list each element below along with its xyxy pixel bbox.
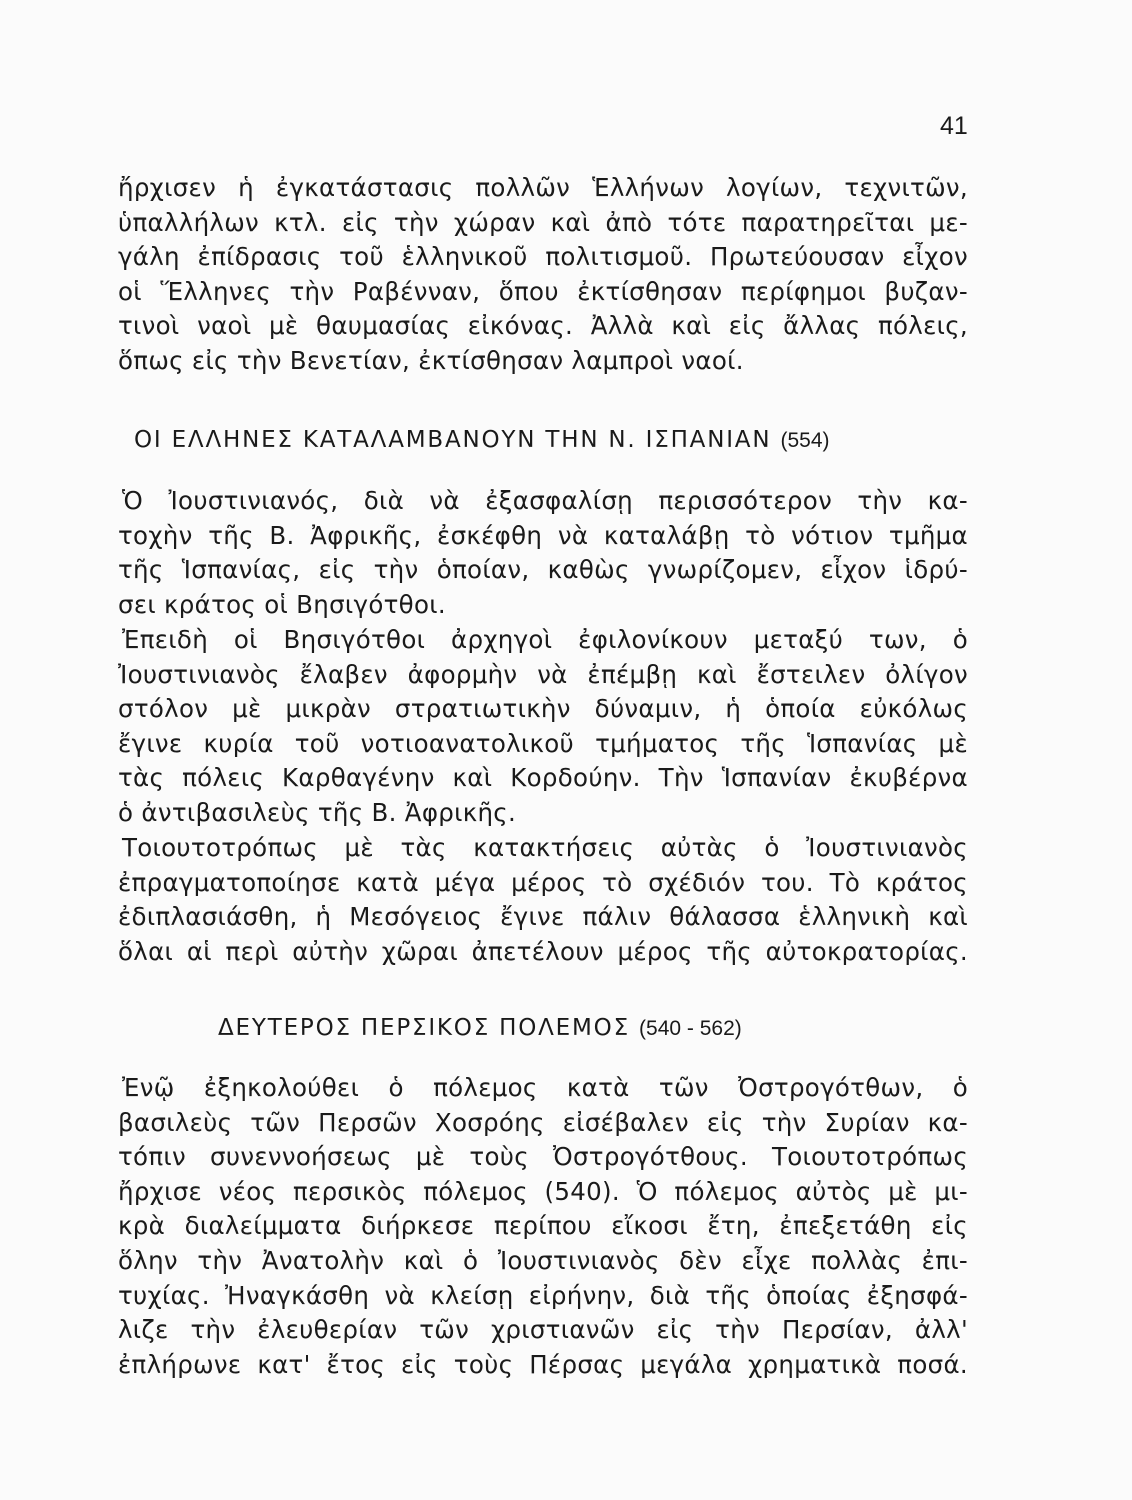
text-line: Τοιουτοτρόπως μὲ τὰς κατακτήσεις αὐτὰς ὁ Ἰουστινιανὸς (122, 833, 968, 862)
text-line: τινοὶ ναοὶ μὲ θαυμασίας εἰκόνας. Ἀλλὰ καὶ εἰς ἄλλας πόλεις, (118, 311, 968, 341)
text-line: οἱ Ἕλληνες τὴν Ραβένναν, ὅπου ἐκτίσθησαν περίφημοι βυζαν- (118, 276, 968, 306)
section-heading-persian-war (218, 1015, 742, 1041)
text-line: τοχὴν τῆς Β. Ἀφρικῆς, ἐσκέφθη νὰ καταλάβῃ τὸ νότιον τμῆμα (118, 520, 968, 550)
heading-year: (540 - 562) (639, 1017, 742, 1040)
text-line: τὰς πόλεις Καρθαγένην καὶ Κορδούην. Τὴν Ἱσπανίαν ἐκυβέρνα (118, 763, 968, 793)
text-line: τῆς Ἱσπανίας, εἰς τὴν ὁποίαν, καθὼς γνωρίζομεν, εἶχον ἱδρύ- (118, 555, 968, 585)
text-line: ἐπραγματοποίησε κατὰ μέγα μέρος τὸ σχέδιόν του. Τὸ κράτος (118, 867, 968, 897)
text-line: ἤρχισεν ἡ ἐγκατάστασις πολλῶν Ἑλλήνων λογίων, τεχνιτῶν, (118, 173, 968, 202)
paragraph-2 (118, 484, 968, 622)
text-line: βασιλεὺς τῶν Περσῶν Χοσρόης εἰσέβαλεν εἰς τὴν Συρίαν κα- (118, 1107, 968, 1137)
text-line: Ἐνῷ ἐξηκολούθει ὁ πόλεμος κατὰ τῶν Ὀστρογότθων, ὁ (122, 1073, 968, 1102)
section-heading-spain (134, 427, 830, 453)
text-line: Ἐπειδὴ οἱ Βησιγότθοι ἀρχηγοὶ ἐφιλονίκουν μεταξύ των, ὁ (122, 625, 968, 654)
text-line: ὁ ἀντιβασιλεὺς τῆς Β. Ἀφρικῆς. (118, 797, 517, 827)
paragraph-4 (118, 831, 968, 969)
text-line: ἔγινε κυρία τοῦ νοτιοανατολικοῦ τμήματος τῆς Ἱσπανίας μὲ (118, 728, 968, 758)
text-line: ὅλαι αἱ περὶ αὐτὴν χῶραι ἀπετέλουν μέρος τῆς αὐτοκρατορίας. (118, 936, 968, 966)
text-line: ἤρχισε νέος περσικὸς πόλεμος (540). Ὁ πόλεμος αὐτὸς μὲ μι- (118, 1176, 968, 1206)
text-line: σει κράτος οἱ Βησιγότθοι. (118, 589, 446, 619)
paragraph-3 (118, 623, 968, 831)
paragraph-5 (118, 1071, 968, 1382)
text-line: ὑπαλλήλων κτλ. εἰς τὴν χώραν καὶ ἀπὸ τότε παρατηρεῖται με- (118, 207, 968, 237)
text-line: στόλον μὲ μικρὰν στρατιωτικὴν δύναμιν, ἡ ὁποία εὐκόλως (118, 694, 968, 724)
text-line: κρὰ διαλείμματα διήρκεσε περίπου εἴκοσι ἔτη, ἐπεξετάθη εἰς (118, 1211, 968, 1241)
text-line: γάλη ἐπίδρασις τοῦ ἑλληνικοῦ πολιτισμοῦ. Πρωτεύουσαν εἶχον (118, 242, 968, 272)
paragraph-1 (118, 171, 968, 379)
heading-year: (554) (780, 429, 830, 452)
text-line: ἐδιπλασιάσθη, ἡ Μεσόγειος ἔγινε πάλιν θάλασσα ἑλληνικὴ καὶ (118, 902, 968, 932)
heading-text: ΔΕΥΤΕΡΟΣ ΠΕΡΣΙΚΟΣ ΠΟΛΕΜΟΣ (218, 1015, 630, 1041)
text-line: ὅλην τὴν Ἀνατολὴν καὶ ὁ Ἰουστινιανὸς δὲν εἶχε πολλὰς ἐπι- (118, 1245, 968, 1275)
heading-text: ΟΙ ΕΛΛΗΝΕΣ ΚΑΤΑΛΑΜΒΑΝΟΥΝ ΤΗΝ Ν. ΙΣΠΑΝΙΑΝ (134, 427, 772, 453)
text-line: ἐπλήρωνε κατ' ἔτος εἰς τοὺς Πέρσας μεγάλα χρηματικὰ ποσά. (118, 1349, 968, 1379)
page-number: 41 (940, 112, 968, 140)
text-line: Ἰουστινιανὸς ἔλαβεν ἀφορμὴν νὰ ἐπέμβῃ καὶ ἔστειλεν ὀλίγον (118, 659, 968, 689)
text-line: ὅπως εἰς τὴν Βενετίαν, ἐκτίσθησαν λαμπροὶ ναοί. (118, 345, 744, 375)
text-line: Ὁ Ἰουστινιανός, διὰ νὰ ἐξασφαλίσῃ περισσότερον τὴν κα- (122, 486, 968, 515)
text-line: λιζε τὴν ἐλευθερίαν τῶν χριστιανῶν εἰς τὴν Περσίαν, ἀλλ' (118, 1315, 968, 1345)
text-line: τυχίας. Ἠναγκάσθη νὰ κλείσῃ εἰρήνην, διὰ τῆς ὁποίας ἐξησφά- (118, 1280, 968, 1310)
text-line: τόπιν συνεννοήσεως μὲ τοὺς Ὀστρογότθους. Τοιουτοτρόπως (118, 1142, 968, 1172)
